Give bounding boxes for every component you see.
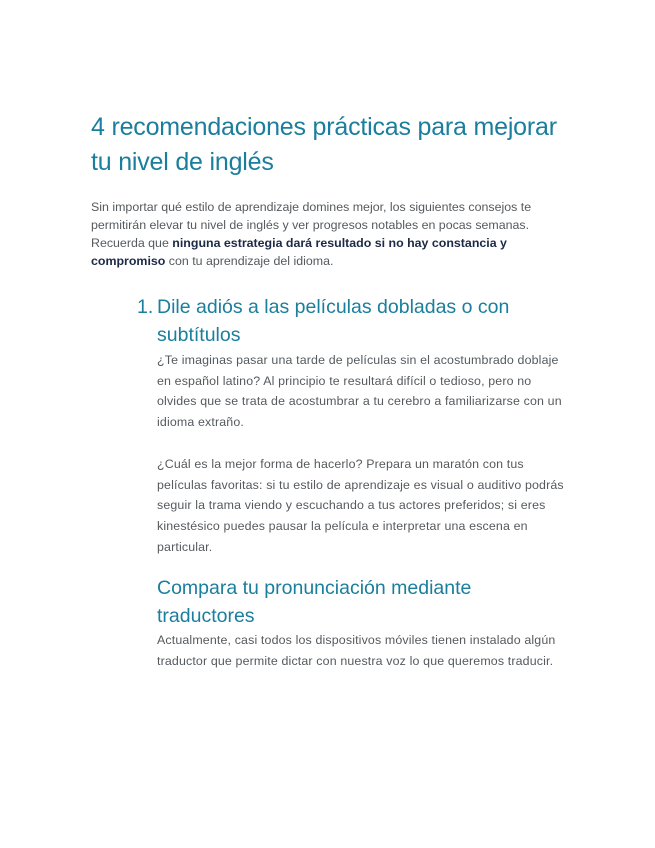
section-1-paragraph-2: ¿Cuál es la mejor forma de hacerlo? Prepara un maratón con tus películas favoritas: si tu estilo de aprendizaje es visual o auditivo podrás seguir la trama viendo y escuchando a tus actores preferidos; si eres kinestésico puedes pausar la película e interpretar una escena en particular. (157, 457, 564, 554)
section-1-paragraph-1: ¿Te imaginas pasar una tarde de películas sin el acostumbrado doblaje en español latino? Al principio te resultará difícil o tedioso, pero no olvides que se trata de acostumbrar a tu cerebro a familiarizarse con un idioma extraño. (157, 353, 562, 430)
page-title: 4 recomendaciones prácticas para mejorar tu nivel de inglés (91, 113, 557, 176)
intro-paragraph (91, 198, 566, 270)
section-2-paragraph-1: Actualmente, casi todos los dispositivos móviles tienen instalado algún traductor que permite dictar con nuestra voz lo que queremos traducir. (157, 633, 556, 668)
section-1-heading-line1: Dile adiós a las películas dobladas o con (157, 296, 510, 318)
section-1-heading (137, 293, 557, 349)
intro-text-start: Sin importar qué estilo de aprendizaje domines mejor, los siguientes consejos te permitirán elevar tu nivel de inglés y ver progresos notables en pocas semanas. Recuerda que (91, 200, 532, 250)
section-1-heading-line2: subtítulos (157, 324, 241, 346)
section-1-number: 1. (137, 296, 154, 318)
intro-text-end: con tu aprendizaje del idioma. (165, 254, 334, 268)
intro-emphasis: ninguna estrategia dará resultado si no hay constancia y compromiso (91, 236, 507, 268)
section-2-heading: Compara tu pronunciación mediante traductores (157, 577, 472, 627)
